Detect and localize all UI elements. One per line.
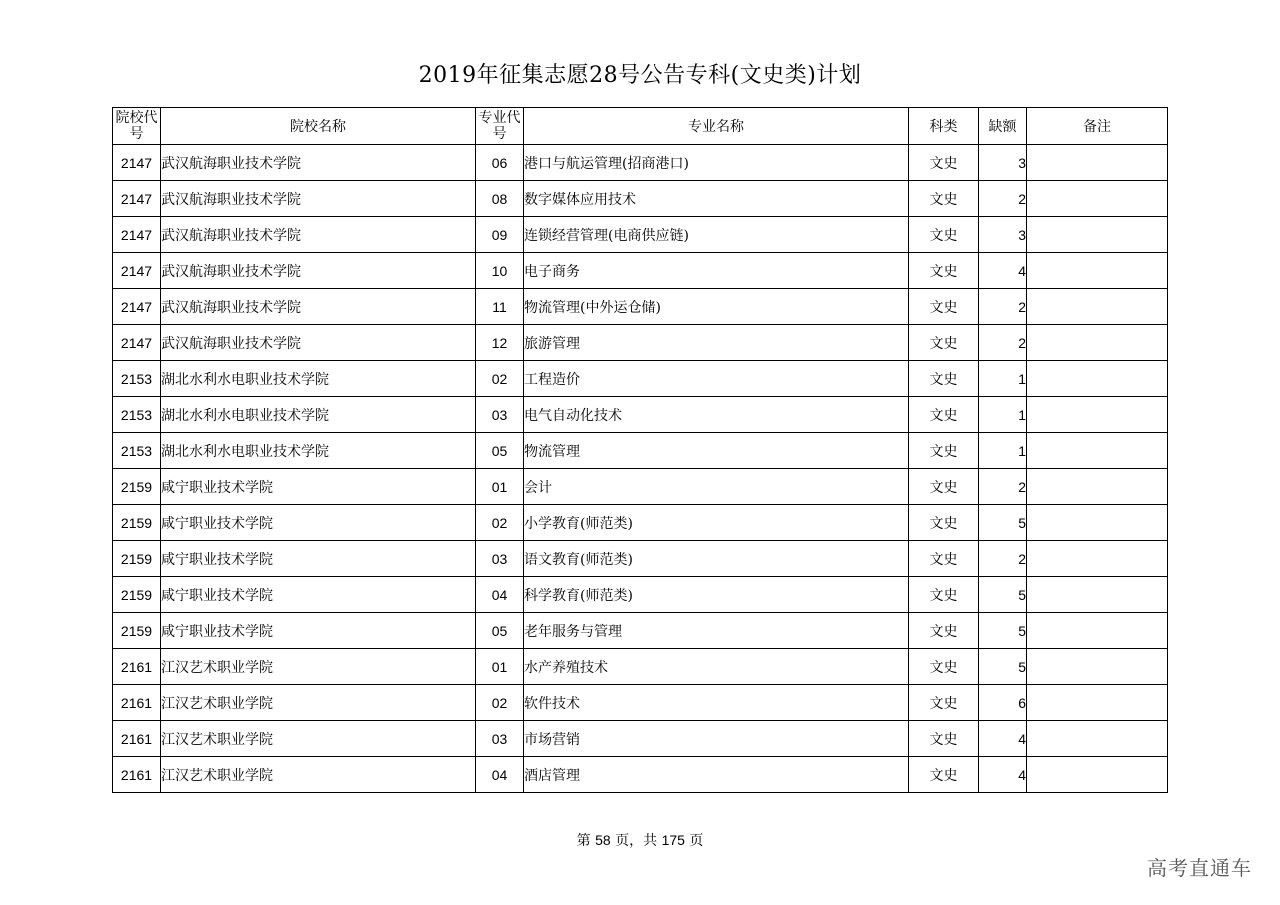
cell-major-name: 物流管理(中外运仓储) — [524, 289, 909, 325]
cell-vacancy: 5 — [979, 505, 1027, 541]
cell-major-name: 物流管理 — [524, 433, 909, 469]
header-remarks: 备注 — [1027, 108, 1168, 145]
cell-remarks — [1027, 325, 1168, 361]
table-row — [113, 577, 1168, 613]
cell-remarks — [1027, 649, 1168, 685]
table-row — [113, 217, 1168, 253]
cell-major-name: 小学教育(师范类) — [524, 505, 909, 541]
cell-major-name: 旅游管理 — [524, 325, 909, 361]
cell-remarks — [1027, 577, 1168, 613]
cell-remarks — [1027, 289, 1168, 325]
cell-major-code: 02 — [476, 685, 524, 721]
cell-school-name: 湖北水利水电职业技术学院 — [161, 433, 476, 469]
footer-middle: 页，共 — [610, 833, 662, 849]
cell-remarks — [1027, 145, 1168, 181]
cell-school-code: 2147 — [113, 145, 161, 181]
cell-major-name: 市场营销 — [524, 721, 909, 757]
table-row — [113, 325, 1168, 361]
cell-major-name: 电气自动化技术 — [524, 397, 909, 433]
cell-major-code: 01 — [476, 469, 524, 505]
cell-vacancy: 3 — [979, 217, 1027, 253]
cell-school-code: 2161 — [113, 721, 161, 757]
cell-category: 文史 — [909, 145, 979, 181]
table-row — [113, 649, 1168, 685]
cell-vacancy: 6 — [979, 685, 1027, 721]
plan-table — [112, 107, 1168, 793]
table-row — [113, 433, 1168, 469]
cell-major-name: 连锁经营管理(电商供应链) — [524, 217, 909, 253]
cell-major-code: 03 — [476, 721, 524, 757]
cell-major-code: 05 — [476, 613, 524, 649]
cell-remarks — [1027, 685, 1168, 721]
cell-school-name: 武汉航海职业技术学院 — [161, 181, 476, 217]
cell-school-code: 2153 — [113, 433, 161, 469]
cell-category: 文史 — [909, 397, 979, 433]
cell-major-name: 老年服务与管理 — [524, 613, 909, 649]
cell-school-code: 2161 — [113, 649, 161, 685]
cell-major-code: 12 — [476, 325, 524, 361]
cell-vacancy: 1 — [979, 361, 1027, 397]
cell-major-code: 11 — [476, 289, 524, 325]
cell-major-code: 03 — [476, 397, 524, 433]
cell-major-code: 01 — [476, 649, 524, 685]
cell-school-code: 2153 — [113, 361, 161, 397]
cell-remarks — [1027, 721, 1168, 757]
footer-suffix: 页 — [684, 833, 704, 849]
header-major-code: 专业代号 — [476, 108, 524, 145]
cell-major-code: 08 — [476, 181, 524, 217]
cell-major-code: 02 — [476, 505, 524, 541]
header-major-name: 专业名称 — [524, 108, 909, 145]
cell-school-name: 咸宁职业技术学院 — [161, 577, 476, 613]
cell-major-name: 港口与航运管理(招商港口) — [524, 145, 909, 181]
cell-category: 文史 — [909, 217, 979, 253]
cell-vacancy: 4 — [979, 757, 1027, 793]
cell-major-name: 语文教育(师范类) — [524, 541, 909, 577]
cell-category: 文史 — [909, 721, 979, 757]
table-row — [113, 757, 1168, 793]
cell-vacancy: 4 — [979, 721, 1027, 757]
cell-category: 文史 — [909, 685, 979, 721]
cell-school-name: 湖北水利水电职业技术学院 — [161, 361, 476, 397]
page-title: 2019年征集志愿28号公告专科(文史类)计划 — [418, 63, 862, 88]
cell-remarks — [1027, 361, 1168, 397]
cell-vacancy: 5 — [979, 613, 1027, 649]
cell-vacancy: 1 — [979, 433, 1027, 469]
cell-school-code: 2159 — [113, 541, 161, 577]
cell-category: 文史 — [909, 361, 979, 397]
cell-school-name: 江汉艺术职业学院 — [161, 721, 476, 757]
cell-vacancy: 2 — [979, 289, 1027, 325]
cell-school-name: 江汉艺术职业学院 — [161, 757, 476, 793]
cell-category: 文史 — [909, 541, 979, 577]
cell-school-code: 2147 — [113, 289, 161, 325]
cell-major-name: 软件技术 — [524, 685, 909, 721]
cell-remarks — [1027, 757, 1168, 793]
cell-school-name: 武汉航海职业技术学院 — [161, 217, 476, 253]
cell-school-code: 2147 — [113, 181, 161, 217]
cell-remarks — [1027, 469, 1168, 505]
cell-remarks — [1027, 613, 1168, 649]
cell-school-name: 湖北水利水电职业技术学院 — [161, 397, 476, 433]
cell-category: 文史 — [909, 757, 979, 793]
table-row — [113, 181, 1168, 217]
cell-school-name: 咸宁职业技术学院 — [161, 613, 476, 649]
header-category: 科类 — [909, 108, 979, 145]
cell-school-name: 武汉航海职业技术学院 — [161, 289, 476, 325]
cell-school-code: 2159 — [113, 577, 161, 613]
footer-total-pages: 175 — [661, 832, 685, 848]
table-row — [113, 613, 1168, 649]
cell-school-code: 2147 — [113, 325, 161, 361]
footer-page-number: 58 — [595, 832, 611, 848]
cell-vacancy: 2 — [979, 325, 1027, 361]
table-row — [113, 469, 1168, 505]
cell-school-code: 2153 — [113, 397, 161, 433]
cell-category: 文史 — [909, 325, 979, 361]
cell-remarks — [1027, 433, 1168, 469]
cell-major-name: 数字媒体应用技术 — [524, 181, 909, 217]
cell-major-name: 水产养殖技术 — [524, 649, 909, 685]
cell-remarks — [1027, 217, 1168, 253]
cell-major-code: 04 — [476, 757, 524, 793]
cell-major-name: 酒店管理 — [524, 757, 909, 793]
cell-category: 文史 — [909, 289, 979, 325]
cell-remarks — [1027, 253, 1168, 289]
cell-school-name: 武汉航海职业技术学院 — [161, 325, 476, 361]
cell-school-name: 江汉艺术职业学院 — [161, 685, 476, 721]
watermark: 高考直通车 — [1147, 856, 1252, 880]
cell-major-name: 会计 — [524, 469, 909, 505]
cell-vacancy: 1 — [979, 397, 1027, 433]
cell-major-code: 09 — [476, 217, 524, 253]
cell-school-code: 2161 — [113, 757, 161, 793]
cell-major-code: 03 — [476, 541, 524, 577]
cell-vacancy: 2 — [979, 181, 1027, 217]
cell-major-name: 科学教育(师范类) — [524, 577, 909, 613]
cell-major-code: 10 — [476, 253, 524, 289]
cell-school-code: 2161 — [113, 685, 161, 721]
table-row — [113, 289, 1168, 325]
cell-school-code: 2159 — [113, 613, 161, 649]
cell-remarks — [1027, 505, 1168, 541]
cell-vacancy: 2 — [979, 541, 1027, 577]
cell-major-name: 电子商务 — [524, 253, 909, 289]
table-row — [113, 685, 1168, 721]
cell-vacancy: 5 — [979, 577, 1027, 613]
cell-category: 文史 — [909, 577, 979, 613]
header-school-code: 院校代号 — [113, 108, 161, 145]
table-row — [113, 541, 1168, 577]
table-row — [113, 721, 1168, 757]
table-row — [113, 253, 1168, 289]
cell-remarks — [1027, 541, 1168, 577]
cell-school-code: 2147 — [113, 253, 161, 289]
cell-school-name: 咸宁职业技术学院 — [161, 505, 476, 541]
footer-prefix: 第 — [576, 833, 596, 849]
cell-major-name: 工程造价 — [524, 361, 909, 397]
cell-school-name: 咸宁职业技术学院 — [161, 469, 476, 505]
header-vacancy: 缺额 — [979, 108, 1027, 145]
cell-remarks — [1027, 397, 1168, 433]
cell-category: 文史 — [909, 433, 979, 469]
cell-category: 文史 — [909, 505, 979, 541]
cell-remarks — [1027, 181, 1168, 217]
cell-category: 文史 — [909, 649, 979, 685]
cell-category: 文史 — [909, 253, 979, 289]
cell-major-code: 02 — [476, 361, 524, 397]
header-school-name: 院校名称 — [161, 108, 476, 145]
cell-vacancy: 5 — [979, 649, 1027, 685]
cell-major-code: 06 — [476, 145, 524, 181]
cell-school-code: 2147 — [113, 217, 161, 253]
cell-category: 文史 — [909, 613, 979, 649]
table-row — [113, 505, 1168, 541]
table-row — [113, 361, 1168, 397]
table-row — [113, 397, 1168, 433]
cell-school-name: 武汉航海职业技术学院 — [161, 145, 476, 181]
cell-school-name: 武汉航海职业技术学院 — [161, 253, 476, 289]
table-header-row — [113, 108, 1168, 145]
cell-school-name: 江汉艺术职业学院 — [161, 649, 476, 685]
cell-school-name: 咸宁职业技术学院 — [161, 541, 476, 577]
page-footer — [0, 830, 1280, 850]
cell-vacancy: 3 — [979, 145, 1027, 181]
cell-vacancy: 2 — [979, 469, 1027, 505]
cell-school-code: 2159 — [113, 469, 161, 505]
cell-category: 文史 — [909, 181, 979, 217]
table-row — [113, 145, 1168, 181]
cell-category: 文史 — [909, 469, 979, 505]
cell-school-code: 2159 — [113, 505, 161, 541]
cell-vacancy: 4 — [979, 253, 1027, 289]
cell-major-code: 05 — [476, 433, 524, 469]
cell-major-code: 04 — [476, 577, 524, 613]
